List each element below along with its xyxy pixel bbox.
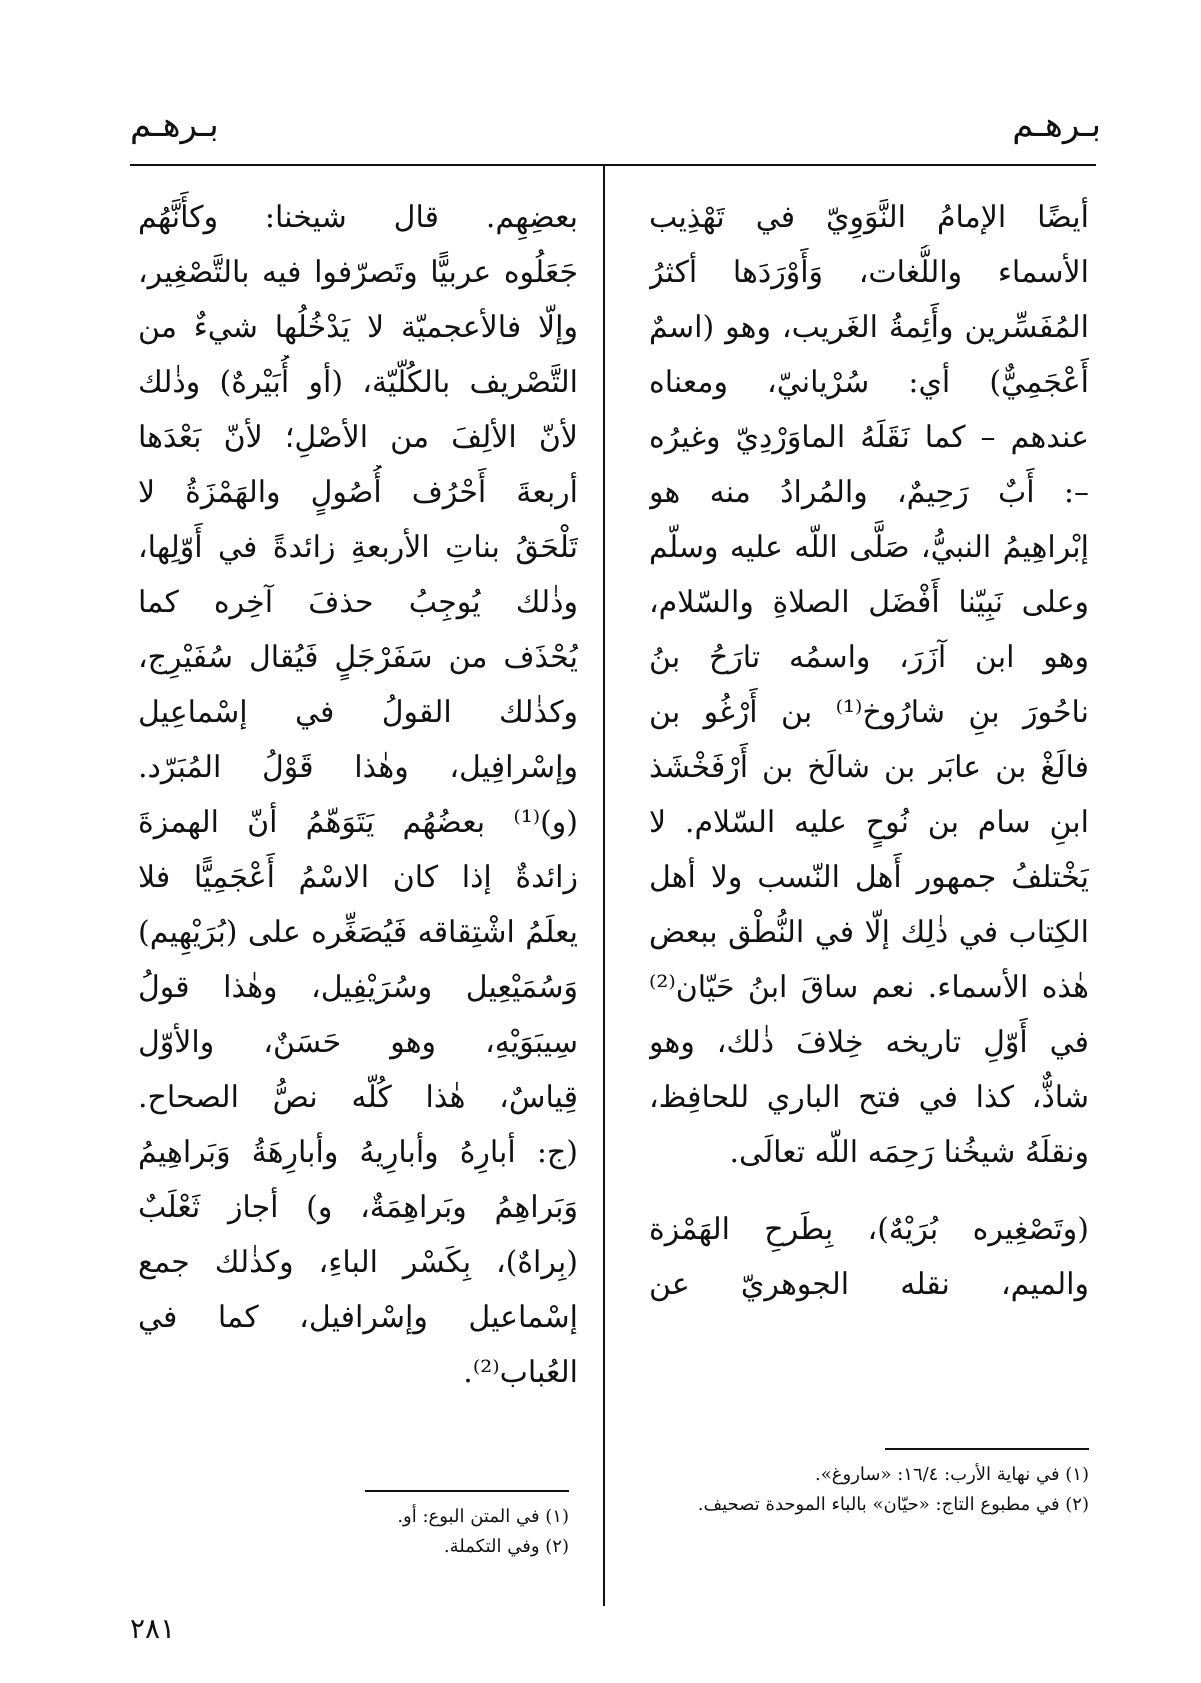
text-line: (بِراهٌ)، بِكَسْر الباءِ، وكذٰلك جمع — [138, 1245, 578, 1280]
footnote-rule-left — [365, 1490, 569, 1492]
footnotes-left — [139, 1502, 569, 1562]
text-line: التَّصْريف بالكُلّيّة، (أو أُبَيْرهٌ) وذٰلك — [138, 365, 578, 400]
footnote: (١) في المتن البوع: أو. — [397, 1506, 569, 1527]
page-number: ٢٨١ — [130, 1612, 176, 1645]
text-line: الكِتاب في ذٰلِك إلّا في النُّطْق ببعض — [649, 915, 1089, 950]
text-line: ونقلَهُ شيخُنا رَحِمَه اللّه تعالَى. — [729, 1135, 1089, 1170]
column-divider — [603, 166, 605, 1606]
text-line: العُباب⁽²⁾. — [463, 1355, 578, 1390]
text-line: –: أَبٌ رَحِيمٌ، والمُرادُ منه هو — [649, 475, 1089, 510]
text-line: أربعةَ أَحْرُف أُصُولٍ والهَمْزَةُ لا — [138, 475, 578, 510]
text-line: قِياسٌ، هٰذا كُلّه نصُّ الصحاح. — [138, 1080, 578, 1115]
text-line: وَبَراهِمُ وبَراهِمَةٌ، و) أجاز ثَعْلَبٌ — [138, 1190, 578, 1225]
text-line: (و)⁽¹⁾ بعضُهُم يَتَوَهّمُ أنّ الهمزةَ — [138, 805, 578, 840]
running-head-right: بـرهـم — [1012, 105, 1101, 145]
footnote: (٢) في مطبوع التاج: «حيّان» بالباء الموحدة تصحيف. — [697, 1494, 1089, 1515]
text-line: هٰذه الأسماء. نعم ساقَ ابنُ حَيّان⁽²⁾ — [649, 970, 1089, 1005]
text-line: في أَوّلِ تاريخه خِلافَ ذٰلك، وهو — [649, 1025, 1089, 1060]
text-line: (ج: أبارِهُ وأبارِيهُ وأبارِهَةُ وَبَراهِيمُ — [138, 1135, 578, 1170]
text-line: المُفَسِّرين وأَئِمةُ الغَريب، وهو (اسمٌ — [649, 310, 1089, 345]
text-line: أَعْجَمِيٌّ) أي: سُرْيانيّ، ومعناه — [649, 365, 1089, 400]
text-line: وإلّا فالأعجميّة لا يَدْخُلُها شيءٌ من — [138, 310, 578, 345]
text-line: زائدةٌ إذا كان الاسْمُ أَعْجَمِيًّا فلا — [138, 860, 578, 895]
text-line: إبْراهِيمُ النبيُّ، صَلَّى اللّه عليه وسلّم — [649, 530, 1089, 565]
text-line: ناحُورَ بنِ شارُوخ⁽¹⁾ بن أَرْغُو بن — [649, 695, 1089, 730]
running-head-left: بـرهـم — [130, 105, 219, 145]
footnote: (٢) وفي التكملة. — [443, 1536, 569, 1557]
text-line: وكذٰلك القولُ في إسْماعِيل — [138, 695, 578, 730]
text-line: وعلى نَبِيّنا أَفْضَل الصلاةِ والسّلام، — [649, 585, 1089, 620]
text-line: إسْماعيل وإسْرافيل، كما في — [138, 1300, 578, 1335]
text-line: شاذٌّ، كذا في فتح الباري للحافِظ، — [649, 1080, 1089, 1115]
header-rule — [130, 164, 1096, 166]
text-line: الأسماء واللُّغات، وَأَوْرَدَها أكثرُ — [649, 255, 1089, 290]
text-line: ابنِ سام بن نُوحٍ عليه السّلام. لا — [649, 805, 1089, 840]
text-line: فالَغْ بن عابَر بن شالَخ بن أَرْفَخْشَذ — [649, 750, 1089, 785]
footnote-rule-right — [885, 1448, 1089, 1450]
text-line: يُحْذَف من سَفَرْجَلٍ فَيُقال سُفَيْرِج، — [138, 640, 578, 675]
footnote: (١) في نهاية الأرب: ١٦/٤: «ساروغ». — [815, 1464, 1089, 1485]
text-line: وَسُمَيْعِيل وسُرَيْفِيل، وهٰذا قولُ — [138, 970, 578, 1005]
text-line: يعلَمُ اشْتِقاقه فَيُصَغِّره على (بُرَيْهِيم) — [138, 915, 578, 950]
text-line: عندهم – كما نَقَلَهُ الماوَرْدِيّ وغيرُه — [649, 420, 1089, 455]
text-line: أيضًا الإمامُ النَّوَوِيّ في تَهْذِيب — [649, 200, 1089, 235]
text-line: وهو ابن آزَرَ، واسمُه تارَحُ بنُ — [649, 640, 1089, 675]
text-line: لأنّ الألِفَ من الأصْلِ؛ لأنّ بَعْدَها — [138, 420, 578, 455]
text-line: بعضِهِم. قال شيخنا: وكأَنَّهُم — [138, 200, 578, 235]
text-line: (وتَصْغِيره بُرَيْهٌ)، بِطَرحِ الهَمْزة — [649, 1212, 1089, 1247]
text-line: وإسْرافِيل، وهٰذا قَوْلُ المُبَرّد. — [138, 750, 578, 785]
right-column — [649, 190, 1089, 1312]
text-line: يَخْتلفُ جمهور أَهل النّسب ولا أهل — [649, 860, 1089, 895]
text-line: جَعَلُوه عربيًّا وتَصرّفوا فيه بالتَّصْغِير، — [138, 255, 578, 290]
text-line: والميم، نقله الجوهريّ عن — [649, 1267, 1089, 1302]
text-line: وذٰلك يُوجِبُ حذفَ آخِره كما — [138, 585, 578, 620]
text-line: تَلْحَقُ بناتِ الأربعةِ زائدةً في أَوّلِها، — [138, 530, 578, 565]
left-column — [138, 190, 578, 1400]
text-line: سِيبَوَيْهِ، وهو حَسَنٌ، والأوّل — [138, 1025, 578, 1060]
footnotes-right — [649, 1460, 1089, 1520]
